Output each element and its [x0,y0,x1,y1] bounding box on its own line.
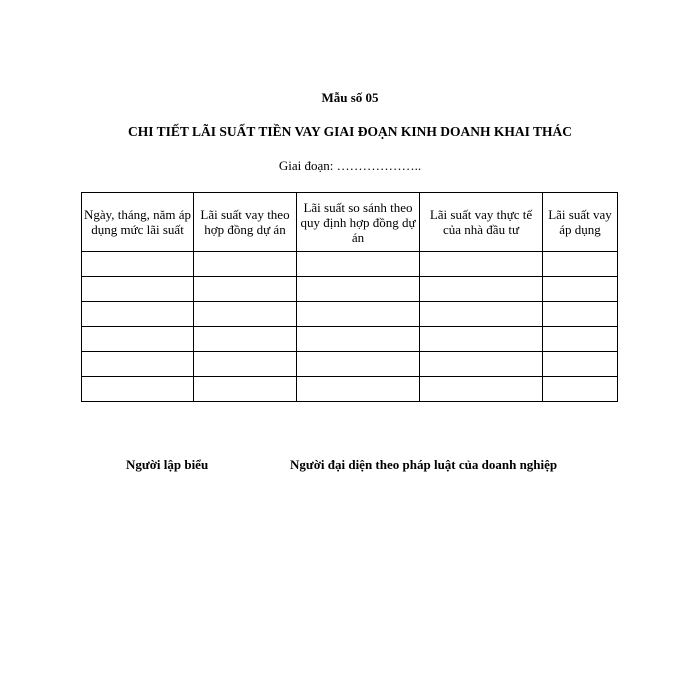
table-cell [82,302,194,327]
table-header-row [82,193,618,252]
table-cell [543,252,618,277]
signature-legal-representative: Người đại diện theo pháp luật của doanh nghiệp [290,457,558,472]
document-title: CHI TIẾT LÃI SUẤT TIỀN VAY GIAI ĐOẠN KINH DOANH KHAI THÁC [128,124,572,139]
table-cell [543,352,618,377]
table-cell [420,377,543,402]
table-row [82,252,618,277]
table-row [82,352,618,377]
table-row [82,277,618,302]
table-cell [543,377,618,402]
column-header-comparison-rate: Lãi suất so sánh theo quy định hợp đồng dự án [297,193,420,252]
table-cell [194,302,297,327]
table-cell [194,277,297,302]
table-row [82,377,618,402]
table-cell [297,252,420,277]
column-header-applied-rate: Lãi suất vay áp dụng [543,193,618,252]
table-row [82,302,618,327]
table-cell [420,277,543,302]
table-cell [420,327,543,352]
form-number: Mẫu số 05 [321,90,379,105]
table-cell [82,352,194,377]
table-cell [194,377,297,402]
table-cell [420,352,543,377]
interest-rate-table [81,192,618,402]
table-cell [543,302,618,327]
table-cell [543,277,618,302]
table-cell [194,252,297,277]
table-cell [297,377,420,402]
table-cell [82,377,194,402]
table-cell [82,327,194,352]
table-cell [543,327,618,352]
column-header-contract-rate: Lãi suất vay theo hợp đồng dự án [194,193,297,252]
table-cell [297,327,420,352]
signature-preparer: Người lập biểu [126,457,209,472]
table-cell [420,302,543,327]
table-cell [194,352,297,377]
table-cell [297,352,420,377]
table-cell [420,252,543,277]
table-cell [82,252,194,277]
column-header-actual-rate: Lãi suất vay thực tế của nhà đầu tư [420,193,543,252]
table-cell [297,302,420,327]
table-cell [82,277,194,302]
period-line: Giai đoạn: ……………….. [278,158,422,173]
table-cell [194,327,297,352]
column-header-date: Ngày, tháng, năm áp dụng mức lãi suất [82,193,194,252]
table-cell [297,277,420,302]
table-row [82,327,618,352]
